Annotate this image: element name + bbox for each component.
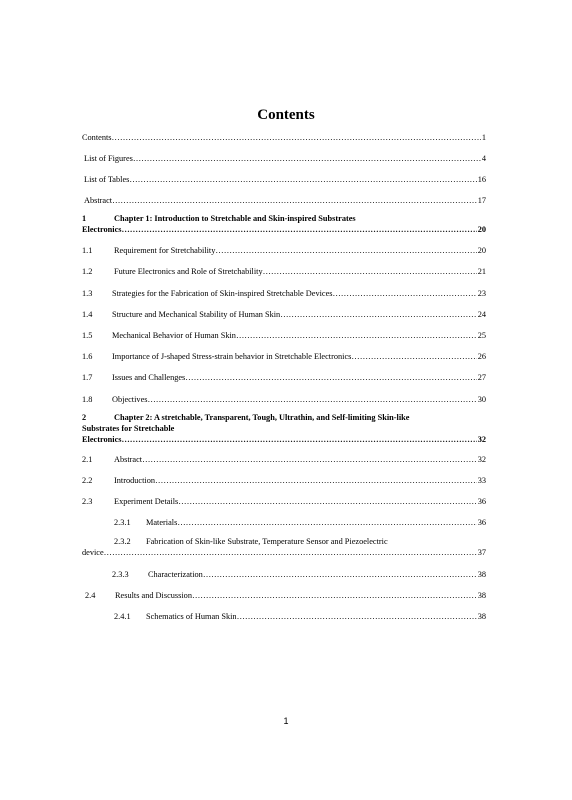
toc-entry-label-continued: device (82, 548, 104, 557)
leader-dots (333, 288, 477, 299)
leader-dots (147, 394, 476, 405)
page-number: 1 (283, 716, 289, 726)
toc-entry-list-of-figures[interactable] (84, 153, 486, 164)
toc-entry-1-7[interactable] (82, 372, 486, 383)
toc-entry-page: 33 (477, 476, 486, 485)
toc-entry-1-8[interactable] (82, 394, 486, 405)
toc-entry-abstract[interactable] (84, 195, 486, 206)
toc-entry-label: Strategies for the Fabrication of Skin-inspired Stretchable Devices (112, 289, 333, 298)
toc-entry-2-3-3[interactable] (112, 569, 486, 580)
toc-entry-label: Experiment Details (114, 497, 179, 506)
toc-entry-2-1[interactable] (82, 454, 486, 465)
toc-entry-label: Schematics of Human Skin (146, 612, 237, 621)
toc-entry-page: 38 (477, 570, 486, 579)
toc-entry-page: 32 (477, 435, 486, 444)
leader-dots (280, 309, 476, 320)
toc-entry-number: 1.3 (82, 289, 93, 298)
leader-dots (177, 517, 476, 528)
toc-entry-label: Future Electronics and Role of Stretchability (114, 267, 263, 276)
toc-entry-number: 2.4.1 (114, 612, 131, 621)
leader-dots (112, 195, 477, 206)
leader-dots (155, 475, 477, 486)
toc-entry-number: 2.2 (82, 476, 93, 485)
toc-entry-1-4[interactable] (82, 309, 486, 320)
toc-entry-number: 2.3.1 (114, 518, 131, 527)
leader-dots (192, 590, 477, 601)
leader-dots (215, 245, 476, 256)
toc-entry-label: Characterization (148, 570, 203, 579)
toc-entry-1-6[interactable] (82, 351, 486, 362)
toc-entry-label: Abstract (114, 455, 143, 464)
toc-entry-1-1[interactable] (82, 245, 486, 256)
toc-entry-page: 38 (477, 591, 486, 600)
toc-entry-label: Structure and Mechanical Stability of Human Skin (112, 310, 281, 319)
toc-entry-number: 1.6 (82, 352, 93, 361)
leader-dots (185, 372, 476, 383)
toc-entry-2-2[interactable] (82, 475, 486, 486)
leader-dots (112, 132, 481, 143)
leader-dots (121, 434, 476, 445)
leader-dots (263, 266, 477, 277)
toc-entry-chapter-1[interactable] (82, 213, 486, 235)
toc-entry-page: 36 (477, 518, 486, 527)
toc-entry-label: Materials (146, 518, 178, 527)
toc-entry-number: 2.3.3 (112, 570, 129, 579)
toc-entry-page: 4 (481, 154, 486, 163)
toc-entry-number: 1.1 (82, 246, 93, 255)
toc-entry-label: Importance of J-shaped Stress-strain behavior in Stretchable Electronics (112, 352, 352, 361)
toc-entry-2-4[interactable] (85, 590, 486, 601)
toc-entry-label: Contents (82, 133, 112, 142)
toc-entry-number: 2.3 (82, 497, 93, 506)
toc-entry-number: 1 (82, 214, 87, 223)
leader-dots (142, 454, 477, 465)
toc-entry-label-continued: Electronics (82, 435, 122, 444)
toc-entry-1-3[interactable] (82, 288, 486, 299)
leader-dots (236, 330, 477, 341)
page-title: Contents (257, 107, 315, 123)
toc-entry-chapter-2[interactable] (82, 412, 486, 445)
toc-entry-page: 36 (477, 497, 486, 506)
toc-entry-number: 2.3.2 (114, 537, 131, 546)
toc-entry-page: 20 (477, 246, 486, 255)
toc-entry-number: 1.8 (82, 395, 93, 404)
toc-entry-label: Results and Discussion (115, 591, 192, 600)
toc-entry-page: 25 (477, 331, 486, 340)
toc-entry-label: Fabrication of Skin-like Substrate, Temperature Sensor and Piezoelectric (146, 537, 388, 546)
toc-entry-list-of-tables[interactable] (84, 174, 486, 185)
leader-dots (129, 174, 476, 185)
toc-entry-page: 17 (477, 196, 486, 205)
toc-entry-label: Abstract (84, 196, 113, 205)
toc-entry-label: List of Figures (84, 154, 133, 163)
toc-entry-page: 16 (477, 175, 486, 184)
toc-entry-label: Chapter 2: A stretchable, Transparent, Tough, Ultrathin, and Self-limiting Skin-like (114, 413, 410, 422)
toc-entry-page: 37 (477, 548, 486, 557)
leader-dots (133, 153, 481, 164)
toc-entry-page: 38 (477, 612, 486, 621)
toc-entry-2-4-1[interactable] (114, 611, 486, 622)
toc-entry-2-3[interactable] (82, 496, 486, 507)
toc-entry-label: Introduction (114, 476, 156, 485)
toc-entry-contents[interactable] (82, 132, 486, 143)
toc-entry-page: 24 (477, 310, 486, 319)
toc-entry-1-2[interactable] (82, 266, 486, 277)
toc-entry-number: 1.7 (82, 373, 93, 382)
toc-entry-page: 32 (477, 455, 486, 464)
toc-entry-page: 30 (477, 395, 486, 404)
leader-dots (351, 351, 476, 362)
toc-entry-1-5[interactable] (82, 330, 486, 341)
toc-entry-number: 2.1 (82, 455, 93, 464)
toc-entry-number: 2 (82, 413, 87, 422)
toc-entry-label: Requirement for Stretchability (114, 246, 216, 255)
toc-entry-label: Issues and Challenges (112, 373, 186, 382)
toc-entry-page: 21 (477, 267, 486, 276)
leader-dots (203, 569, 477, 580)
leader-dots (178, 496, 476, 507)
toc-entry-label: Chapter 1: Introduction to Stretchable and Skin-inspired Substrates (114, 214, 356, 223)
toc-entry-number: 1.4 (82, 310, 93, 319)
leader-dots (121, 224, 476, 235)
toc-entry-label: Objectives (112, 395, 148, 404)
toc-entry-2-3-2[interactable] (82, 536, 486, 558)
toc-entry-label: Mechanical Behavior of Human Skin (112, 331, 236, 340)
toc-entry-page: 26 (477, 352, 486, 361)
toc-entry-page: 23 (477, 289, 486, 298)
toc-entry-number: 1.5 (82, 331, 93, 340)
toc-entry-number: 2.4 (85, 591, 96, 600)
leader-dots (237, 611, 477, 622)
leader-dots (104, 547, 477, 558)
toc-entry-label-continued: Electronics (82, 225, 122, 234)
toc-entry-page: 20 (477, 225, 486, 234)
toc-entry-page: 1 (481, 133, 486, 142)
toc-entry-label: List of Tables (84, 175, 130, 184)
toc-entry-2-3-1[interactable] (114, 517, 486, 528)
toc-entry-label-continued: Substrates for Stretchable (82, 424, 175, 433)
toc-entry-page: 27 (477, 373, 486, 382)
toc-entry-number: 1.2 (82, 267, 93, 276)
